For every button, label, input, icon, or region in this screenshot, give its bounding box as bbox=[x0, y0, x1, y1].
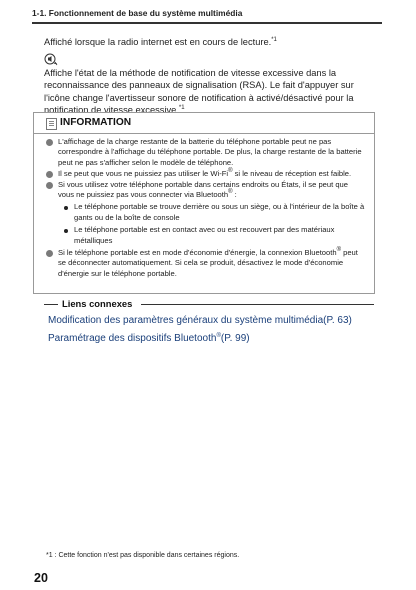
bullet-dot bbox=[46, 171, 53, 178]
divider-left bbox=[44, 304, 58, 305]
link-text: Paramétrage des dispositifs Bluetooth bbox=[48, 333, 217, 344]
sub-item-seat bbox=[34, 202, 374, 223]
info-bullet-battery bbox=[34, 137, 374, 168]
rsa-description bbox=[44, 67, 374, 117]
bullet-text: peut se déconnecter automatiquement. Si cela se produit, désactivez le mode d'économie d'énergie sur le téléphone portable. bbox=[58, 248, 358, 278]
footnote-ref: *1 bbox=[271, 37, 277, 43]
sub-item-metal bbox=[34, 225, 374, 246]
bullet-text: si le niveau de réception est faible. bbox=[232, 168, 352, 178]
sub-item-text: Le téléphone portable est en contact avec ou est recouvert par des matériaux métalliques bbox=[74, 225, 335, 245]
sub-bullet-dot bbox=[64, 229, 68, 233]
speed-sound-icon bbox=[44, 52, 58, 66]
page-number: 20 bbox=[34, 571, 48, 585]
related-links-title: Liens connexes bbox=[62, 298, 133, 309]
related-links-header bbox=[44, 298, 374, 312]
divider-right bbox=[141, 304, 374, 305]
bullet-text: Si vous utilisez votre téléphone portable dans certains endroits ou États, il se peut que vous ne puissiez pas vous connecter via Bluetooth bbox=[58, 179, 349, 200]
registered-mark: ® bbox=[228, 167, 233, 174]
bullet-dot bbox=[46, 250, 53, 257]
bullet-dot bbox=[46, 182, 53, 189]
registered-mark: ® bbox=[336, 247, 341, 254]
shown-when-label: Affiché lorsque la radio internet est en cours de lecture. bbox=[44, 37, 272, 47]
registered-mark: ® bbox=[216, 333, 221, 339]
information-box bbox=[33, 112, 375, 294]
header-rule bbox=[32, 22, 382, 24]
rsa-description-text: Affiche l'état de la méthode de notification de vitesse excessive dans la reconnaissance des panneaux de signalisation (RSA). Le fait d'appuyer sur l'icône change l'avertisseur sonore de notification à activé/désactivé pour la notification de vitesse excessive. bbox=[44, 68, 354, 116]
bullet-text: Il se peut que vous ne puissiez pas utiliser le Wi-Fi bbox=[58, 168, 229, 178]
link-bluetooth-settings[interactable] bbox=[48, 333, 250, 344]
sub-bullet-dot bbox=[64, 206, 68, 210]
footnote: *1 : Cette fonction n'est pas disponible dans certaines régions. bbox=[46, 552, 240, 559]
sub-list bbox=[34, 202, 374, 246]
information-header bbox=[34, 113, 374, 134]
info-bullet-power-saving bbox=[34, 248, 374, 279]
information-body bbox=[34, 137, 374, 280]
bullet-dot bbox=[46, 139, 53, 146]
info-bullet-bluetooth-locations bbox=[34, 180, 374, 201]
bullet-text: : bbox=[232, 190, 237, 200]
information-title: INFORMATION bbox=[60, 117, 132, 128]
link-text: (P. 99) bbox=[220, 333, 250, 344]
shown-when-text bbox=[44, 36, 374, 48]
bullet-text: Si le téléphone portable est en mode d'économie d'énergie, la connexion Bluetooth bbox=[58, 248, 337, 258]
note-icon bbox=[46, 118, 57, 130]
sub-item-text: Le téléphone portable se trouve derrière ou sous un siège, ou à l'intérieur de la boîte à gants ou de la boîte de console bbox=[74, 202, 365, 222]
link-general-settings[interactable]: Modification des paramètres généraux du système multimédia(P. 63) bbox=[48, 315, 352, 326]
footnote-ref: *1 bbox=[178, 105, 185, 112]
info-bullet-wifi bbox=[34, 169, 374, 179]
registered-mark: ® bbox=[228, 189, 233, 196]
section-header: 1-1. Fonctionnement de base du système multimédia bbox=[32, 8, 243, 18]
bullet-text: L'affichage de la charge restante de la batterie du téléphone portable peut ne pas correspondre à l'affichage du téléphone portable. De plus, la charge restante de la batterie peut ne pas s'afficher selon le modèle de téléphone. bbox=[58, 137, 362, 167]
